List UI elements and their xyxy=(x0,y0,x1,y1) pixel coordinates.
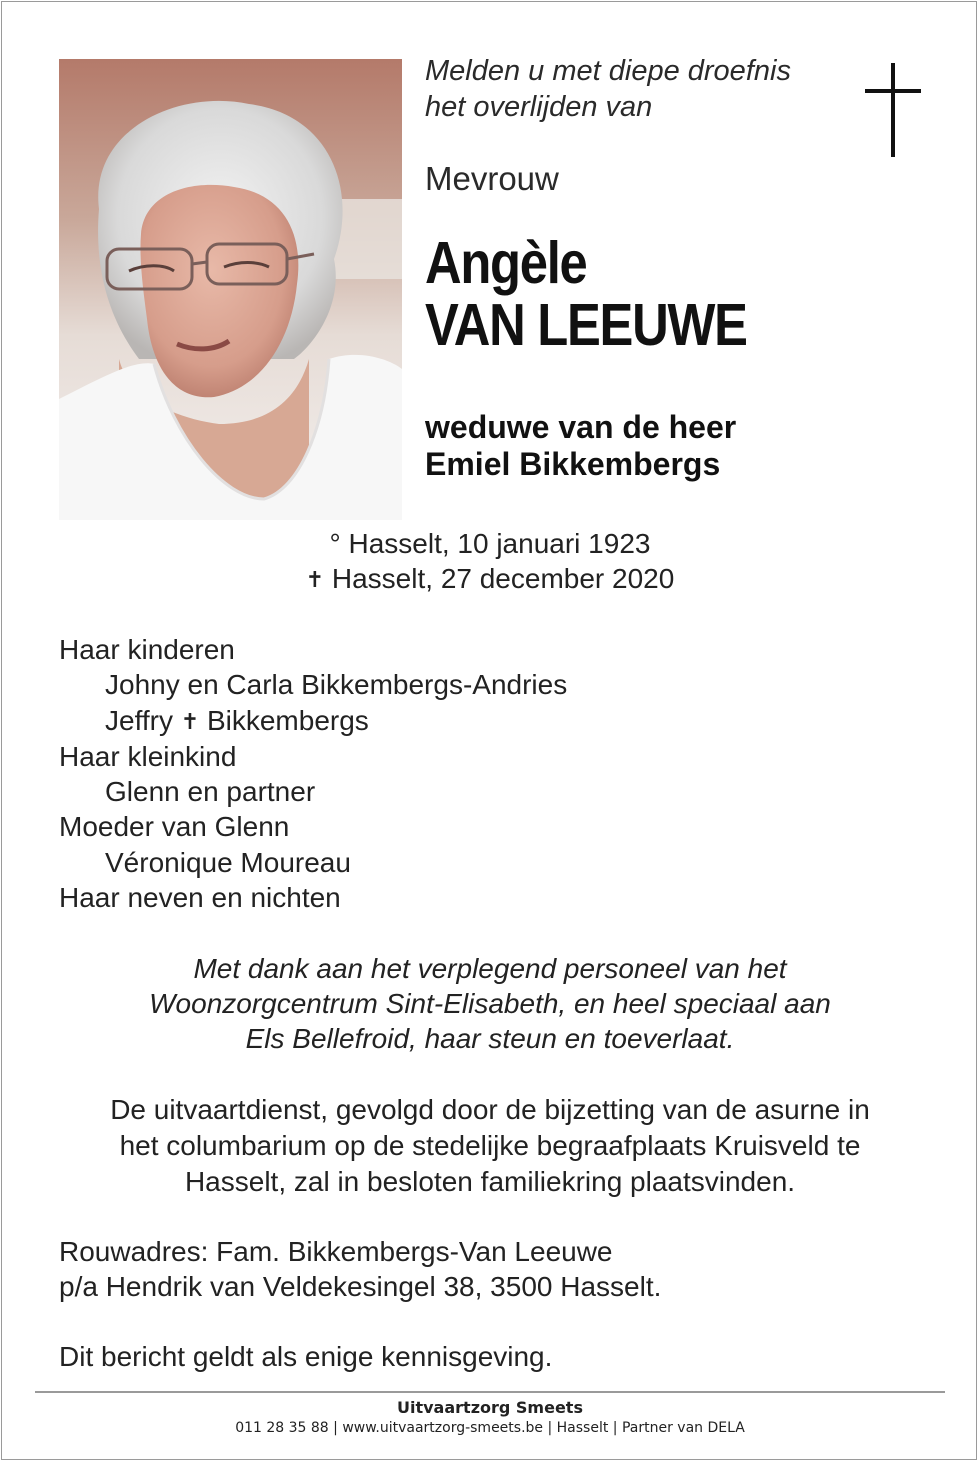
life-dates xyxy=(0,526,980,597)
address-line-2: p/a Hendrik van Veldekesingel 38, 3500 Hasselt. xyxy=(59,1271,662,1302)
service-line-2: het columbarium op de stedelijke begraafplaats Kruisveld te xyxy=(119,1130,861,1161)
address-line-1: Rouwadres: Fam. Bikkembergs-Van Leeuwe xyxy=(59,1236,613,1267)
footer-company: Uitvaartzorg Smeets xyxy=(397,1398,583,1417)
death-date: Hasselt, 27 december 2020 xyxy=(331,563,675,594)
mother: Véronique Moureau xyxy=(105,846,351,878)
cross-icon xyxy=(865,63,921,157)
thanks-line-2: Woonzorgcentrum Sint-Elisabeth, en heel speciaal aan xyxy=(149,988,831,1019)
intro-line-1: Melden u met diepe droefnis xyxy=(425,55,791,87)
widow-of xyxy=(425,409,736,483)
child-2 xyxy=(59,703,567,739)
portrait-photo xyxy=(59,59,402,520)
grandchild: Glenn en partner xyxy=(105,776,316,808)
thanks-text xyxy=(0,951,980,1056)
deceased-name xyxy=(425,232,747,356)
death-date-row xyxy=(0,561,980,597)
honorific: Mevrouw xyxy=(425,160,559,197)
children-label: Haar kinderen xyxy=(59,634,235,665)
thanks-line-1: Met dank aan het verplegend personeel van het xyxy=(193,953,787,984)
last-name: VAN LEEUWE xyxy=(425,292,747,358)
thanks-line-3: Els Bellefroid, haar steun en toeverlaat. xyxy=(245,1023,735,1054)
first-name: Angèle xyxy=(425,230,587,296)
cross-symbol-icon: ✝ xyxy=(180,708,200,734)
relatives: Haar neven en nichten xyxy=(59,882,341,914)
mother-label: Moeder van Glenn xyxy=(59,811,290,843)
cross-symbol-icon: ✝ xyxy=(305,567,325,592)
birth-date: ° Hasselt, 10 januari 1923 xyxy=(329,528,651,559)
widow-line-2: Emiel Bikkembergs xyxy=(425,446,721,482)
footer-divider xyxy=(35,1391,945,1393)
child-2-last: Bikkembergs xyxy=(206,704,369,736)
intro-line-2: het overlijden van xyxy=(425,91,653,123)
service-line-3: Hasselt, zal in besloten familiekring plaatsvinden. xyxy=(184,1166,796,1197)
family-list xyxy=(59,632,567,915)
service-text xyxy=(0,1092,980,1200)
footer-contact: 011 28 35 88 | www.uitvaartzorg-smeets.be | Hasselt | Partner van DELA xyxy=(235,1420,745,1436)
widow-line-1: weduwe van de heer xyxy=(425,409,737,445)
child-2-first: Jeffry xyxy=(105,704,173,736)
service-line-1: De uitvaartdienst, gevolgd door de bijzetting van de asurne in xyxy=(110,1094,870,1125)
grandchild-label: Haar kleinkind xyxy=(59,740,237,772)
intro-text xyxy=(425,53,791,125)
notice-text: Dit bericht geldt als enige kennisgeving. xyxy=(59,1341,553,1372)
child-1: Johny en Carla Bikkembergs-Andries xyxy=(105,669,568,701)
mourning-address xyxy=(59,1234,661,1304)
